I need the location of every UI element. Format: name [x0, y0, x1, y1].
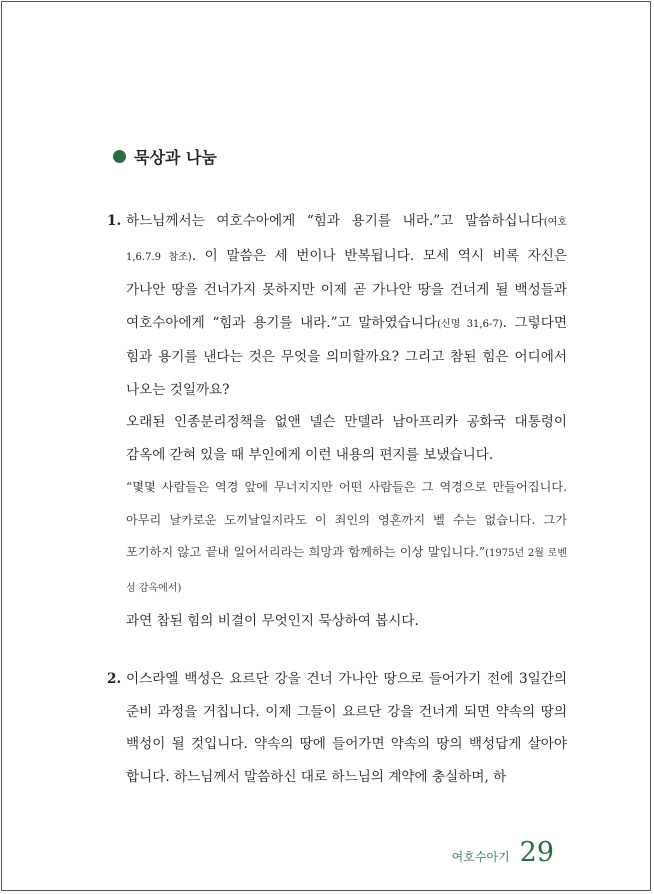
bible-reference: (여호 1,6.7.9 참조) — [126, 217, 567, 263]
meditation-item-1 — [107, 205, 567, 638]
item-paragraph: 과연 참된 힘의 비결이 무엇인지 묵상하여 봅시다. — [126, 613, 419, 629]
book-title: 여호수아기 — [451, 850, 510, 864]
item-paragraph: 오래된 인종분리정책을 없앤 넬슨 만델라 남아프리카 공화국 대통령이 감옥에 갇혀 있을 때 부인에게 이런 내용의 편지를 보냈습니다. — [126, 414, 567, 463]
letter-quote — [126, 471, 567, 605]
item-paragraph: 이스라엘 백성은 요르단 강을 건너 가나안 땅으로 들어가기 전에 3일간의 준비 과정을 거칩니다. 이제 그들이 요르단 강을 건너게 되면 약속의 땅의 백성이 될 것입니다. 약속의 땅에 들어가면 약속의 땅의 백성답게 살아야 합니다. 하느님께서 말씀하신 대로 하느님의 계약에 충실하며, 하 — [126, 671, 567, 785]
bible-reference: (신명 31,6-7) — [437, 318, 503, 330]
meditation-item-2 — [107, 663, 567, 793]
section-heading — [113, 143, 217, 169]
paragraph-text: 하느님께서는 여호수아에게 “힘과 용기를 내라.”고 말씀하십니다 — [126, 213, 544, 229]
paragraph-text: . 그렇다면 힘과 용기를 낸다는 것은 무엇을 의미할까요? 그리고 참된 힘은 어디에서 나오는 것일까요? — [126, 314, 568, 398]
paragraph-text: . 이 말씀은 세 번이나 반복됩니다. 모세 역시 비록 자신은 가나안 땅을 건너가지 못하지만 이제 곧 가나안 땅을 건너게 될 백성들과 여호수아에게 “힘과 용기를 내라.”고 말하였습니다 — [126, 247, 567, 331]
item-body — [126, 205, 567, 638]
page-number: 29 — [519, 837, 554, 868]
item-number: 2. — [107, 671, 122, 687]
page-footer — [452, 837, 554, 868]
quote-text: “몇몇 사람들은 역경 앞에 무너지지만 어떤 사람들은 그 역경으로 만들어집니다. 아무리 날카로운 도끼날일지라도 이 죄인의 영혼까지 벨 수는 없습니다. 그가 포기하지 않고 끝내 일어서리라는 희망과 함께하는 이상 말입니다.” — [126, 480, 567, 559]
green-bullet-icon — [113, 150, 126, 163]
item-number: 1. — [107, 213, 122, 229]
item-body — [126, 663, 567, 793]
item-paragraph — [126, 205, 567, 406]
section-title: 묵상과 나눔 — [134, 147, 217, 167]
quote-citation: (1975년 2월 로벤 섬 감옥에서) — [126, 548, 567, 594]
book-page — [1, 1, 651, 891]
